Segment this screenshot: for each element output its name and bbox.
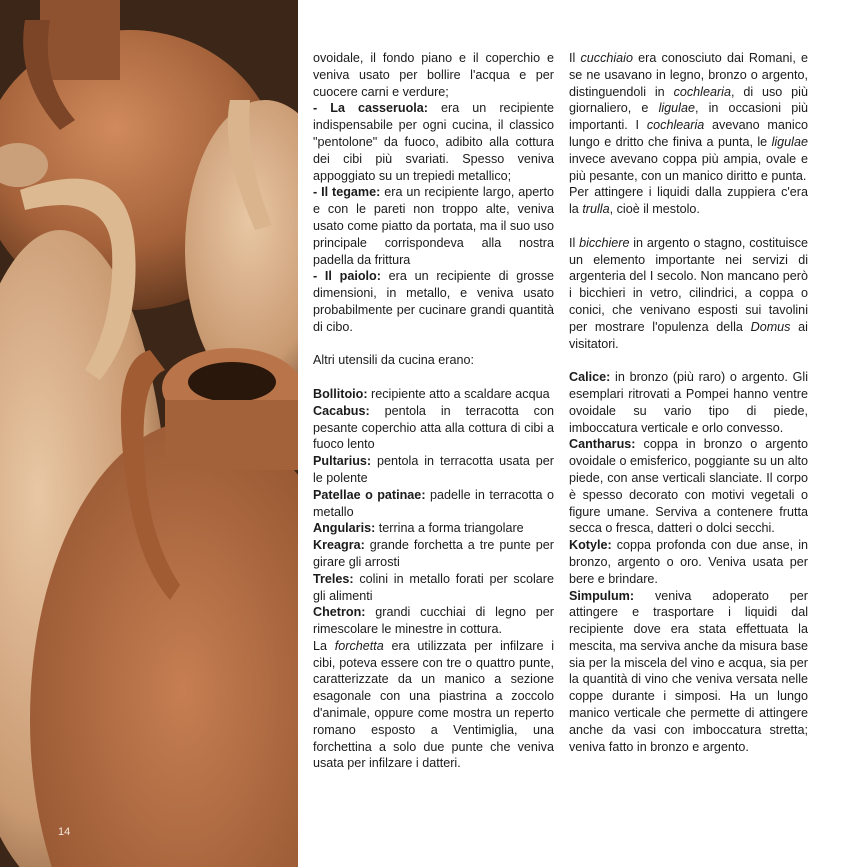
emphasis-trulla: trulla — [582, 202, 610, 217]
emphasis-bicchiere: bicchiere — [579, 235, 630, 250]
desc-chetron: grandi cucchiai di legno per rimescolare le minestre in cottura. — [313, 605, 554, 637]
emphasis-ligulae: ligulae — [658, 101, 695, 116]
emphasis-forchetta: forchetta — [334, 638, 384, 653]
text-segment: era conosciuto dai Romani, e se ne usavano in legno, bronzo o argento, distinguendoli in — [569, 51, 809, 99]
item-pultarius — [313, 453, 554, 487]
text-segment: avevano manico lungo e dritto che finiva a punta, le — [569, 118, 808, 149]
text-segment: La — [313, 638, 335, 653]
paragraph-altri-utensili: Altri utensili da cucina erano: — [313, 353, 475, 368]
paragraph-trulla — [569, 184, 808, 218]
term-treles: Treles: — [313, 571, 354, 586]
desc-treles: colini in metallo forati per scolare gli alimenti — [313, 571, 554, 603]
text-segment: invece avevano coppa più ampia, ovale e più pesante, con un manico diritto e punta. — [569, 151, 808, 183]
text-segment: Il — [569, 51, 581, 65]
desc-pultarius: pentola in terracotta usata per le polente — [313, 454, 554, 485]
text-segment: Per attingere i liquidi dalla zuppiera c'era la — [569, 185, 808, 217]
amphorae-illustration — [0, 0, 298, 867]
item-kreagra — [313, 537, 554, 571]
emphasis-domus: Domus — [750, 319, 791, 334]
right-text-column — [569, 50, 808, 755]
term-angularis: Angularis: — [313, 521, 376, 536]
paragraph-tegame — [313, 184, 554, 268]
text-segment: era utilizzata per infilzare i cibi, poteva essere con tre o quattro punte, caratterizzate da un manico a sezione esagonale con una piastrina a zoccolo d'animale, oppure come mostra un reperto romano esposto a Ventimiglia, una forchettina a solo due punte che veniva usata per infilzare i datteri. — [313, 638, 555, 771]
item-angularis — [313, 520, 554, 537]
desc-kotyle: coppa profonda con due anse, in bronzo, argento o oro. Veniva usata per bere e brindare. — [569, 538, 808, 586]
term-bollitoio: Bollitoio: — [313, 386, 368, 401]
term-tegame: - Il tegame: — [313, 185, 381, 200]
desc-calice: in bronzo (più raro) o argento. Gli esemplari ritrovati a Pompei hanno ventre ovoidale su vario tipo di piede, imboccatura verticale e orlo convesso. — [569, 370, 808, 435]
text-segment: , in occasioni più importanti. I — [569, 101, 809, 133]
term-patellae: Patellae o patinae: — [313, 487, 426, 502]
desc-kreagra: grande forchetta a tre punte per girare gli arrosti — [313, 538, 554, 569]
paragraph-forchetta — [313, 638, 554, 772]
desc-angularis: terrina a forma triangolare — [375, 521, 524, 536]
desc-cacabus: pentola in terracotta con pesante coperchio atta alla cottura di cibi a fuoco lento — [313, 403, 554, 452]
desc-casseruola: era un recipiente indispensabile per ogni cucina, il classico "pentolone" da fuoco, adibito alla cottura dei cibi più svariati. Spesso veniva appoggiato su un trepiedi metallico; — [313, 101, 554, 183]
item-patellae — [313, 487, 554, 521]
emphasis-cucchiaio: cucchiaio — [580, 51, 633, 65]
desc-cantharus: coppa in bronzo o argento ovoidale o emisferico, poggiante su un alto piede, con anse verticali slanciate. Il corpo è spesso decorato con motivi vegetali o figure umane. Serviva a contenere frutta secca o fresca, datteri o dolci secchi. — [569, 437, 808, 536]
paragraph-paiolo — [313, 268, 554, 335]
term-kotyle: Kotyle: — [569, 538, 612, 553]
term-paiolo: - Il paiolo: — [313, 269, 381, 284]
item-cantharus — [569, 436, 808, 537]
emphasis-cochlearia: cochlearia — [646, 118, 705, 133]
text-segment: , cioè il mestolo. — [609, 202, 700, 217]
emphasis-ligulae: ligulae — [771, 134, 808, 149]
desc-simpulum: veniva adoperato per attingere e trasportare i liquidi dal recipiente dove era stata effettuata la mescita, ma serviva anche da misura base sia per la miscela del vino e acqua, sia per la quantità di vino che veniva versata nelle coppe durante i simposi. Ha un lungo manico verticale che permette di attingere anche da vasi con imboccatura stretta; veniva fatto in bronzo e argento. — [569, 588, 808, 754]
desc-patellae: padelle in terracotta o metallo — [313, 487, 554, 519]
term-cantharus: Cantharus: — [569, 437, 636, 452]
paragraph-intro: ovoidale, il fondo piano e il coperchio e veniva usato per bollire l'acqua e per cuocere carni e verdure; — [313, 51, 554, 99]
text-segment: in argento o stagno, costituisce un elemento importante nei servizi di argenteria del I secolo. Non mancano però i bicchieri in vetro, cilindrici, a coppa o conici, che venivano esposti sui tavolini per mostrare l'opulenza della — [569, 235, 808, 334]
item-chetron — [313, 604, 554, 638]
paragraph-casseruola — [313, 100, 554, 184]
text-segment: , di uso più giornaliero, e — [569, 84, 808, 116]
term-pultarius: Pultarius: — [313, 454, 372, 469]
text-segment: Il — [569, 235, 580, 250]
paragraph-cucchiaio — [569, 50, 808, 184]
desc-bollitoio: recipiente atto a scaldare acqua — [367, 386, 550, 401]
term-calice: Calice: — [569, 370, 611, 385]
item-simpulum — [569, 588, 808, 756]
item-cacabus — [313, 403, 554, 453]
text-segment: ai visitatori. — [569, 319, 808, 351]
desc-paiolo: era un recipiente di grosse dimensioni, in metallo, e veniva usato probabilmente per cucinare grandi quantità di cibo. — [313, 269, 554, 334]
term-simpulum: Simpulum: — [569, 588, 635, 603]
desc-tegame: era un recipiente largo, aperto e con le pareti non troppo alte, veniva usato come piatto da portata, ma il suo uso principale corrispondeva alla nostra padella da frittura — [313, 185, 554, 267]
paragraph-bicchiere — [569, 235, 808, 353]
term-chetron: Chetron: — [313, 605, 366, 620]
item-calice — [569, 369, 808, 436]
term-cacabus: Cacabus: — [313, 403, 370, 418]
item-treles — [313, 571, 554, 605]
item-kotyle — [569, 537, 808, 587]
amphorae-photo — [0, 0, 298, 867]
left-text-column — [313, 50, 554, 772]
term-casseruola: - La casseruola: — [313, 101, 428, 116]
page-number: 14 — [58, 826, 71, 838]
item-bollitoio — [313, 386, 554, 403]
term-kreagra: Kreagra: — [313, 538, 365, 553]
emphasis-cochlearia: cochlearia — [673, 84, 731, 99]
